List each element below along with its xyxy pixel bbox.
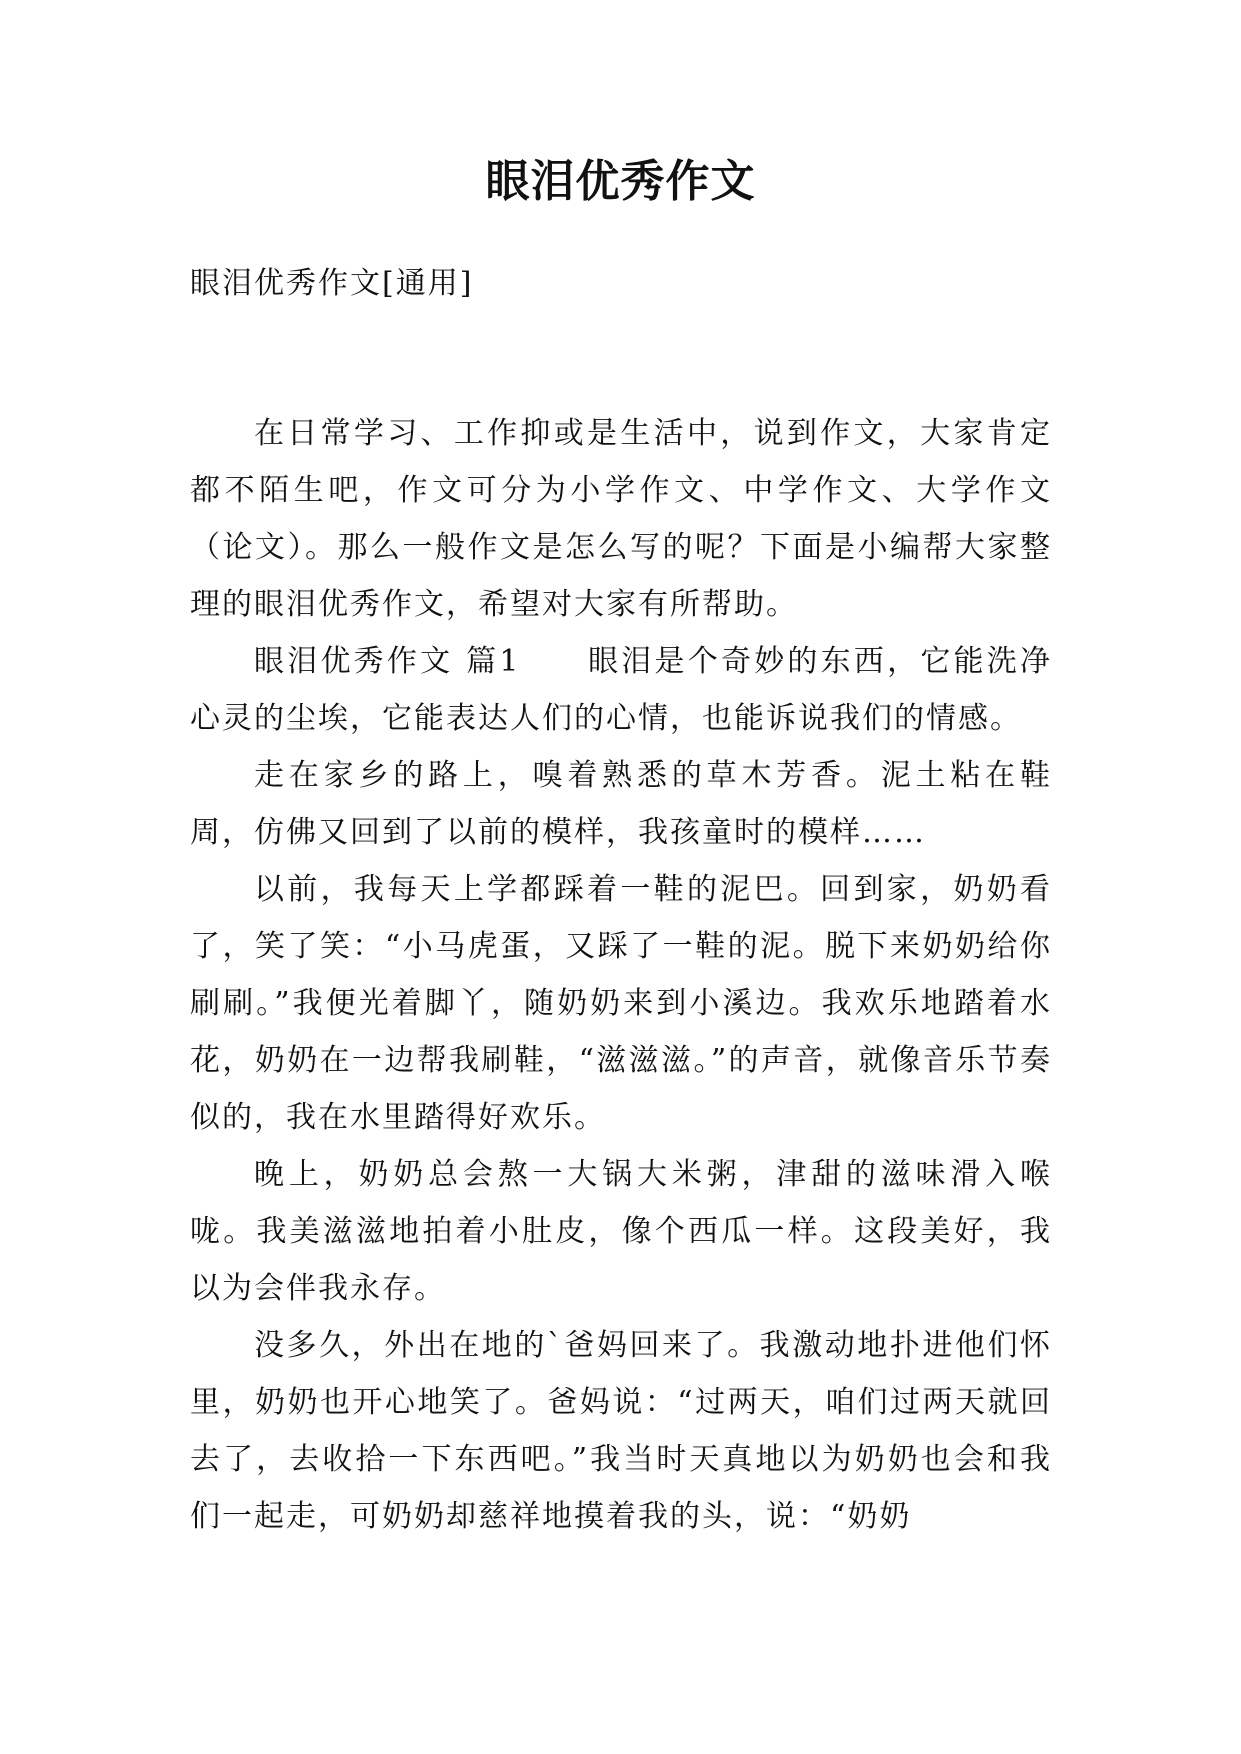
document-body <box>190 405 1052 1545</box>
paragraph-intro: 在日常学习、工作抑或是生活中，说到作文，大家肯定都不陌生吧，作文可分为小学作文、中学作文、大学作文（论文）。那么一般作文是怎么写的呢？下面是小编帮大家整理的眼泪优秀作文，希望对大家有所帮助。 <box>190 416 1052 622</box>
document-subtitle: 眼泪优秀作文[通用] <box>190 266 474 301</box>
paragraph-rice-porridge: 晚上，奶奶总会熬一大锅大米粥，津甜的滋味滑入喉咙。我美滋滋地拍着小肚皮，像个西瓜一样。这段美好，我以为会伴我永存。 <box>190 1157 1052 1306</box>
paragraph-hometown-road: 走在家乡的路上，嗅着熟悉的草木芳香。泥土粘在鞋周，仿佛又回到了以前的模样，我孩童时的模样…… <box>190 758 1052 850</box>
document-title: 眼泪优秀作文 <box>485 156 756 207</box>
paragraph-parents-return: 没多久，外出在地的`爸妈回来了。我激动地扑进他们怀里，奶奶也开心地笑了。爸妈说：“过两天，咱们过两天就回去了，去收拾一下东西吧。”我当时天真地以为奶奶也会和我们一起走，可奶奶却慈祥地摸着我的头，说：“奶奶 <box>190 1328 1052 1534</box>
paragraph-essay-1-opening: 眼泪优秀作文 篇1 眼泪是个奇妙的东西，它能洗净心灵的尘埃，它能表达人们的心情，也能诉说我们的情感。 <box>190 644 1052 736</box>
paragraph-muddy-shoes: 以前，我每天上学都踩着一鞋的泥巴。回到家，奶奶看了，笑了笑：“小马虎蛋，又踩了一鞋的泥。脱下来奶奶给你刷刷。”我便光着脚丫，随奶奶来到小溪边。我欢乐地踏着水花，奶奶在一边帮我刷鞋，“滋滋滋。”的声音，就像音乐节奏似的，我在水里踏得好欢乐。 <box>190 872 1052 1135</box>
